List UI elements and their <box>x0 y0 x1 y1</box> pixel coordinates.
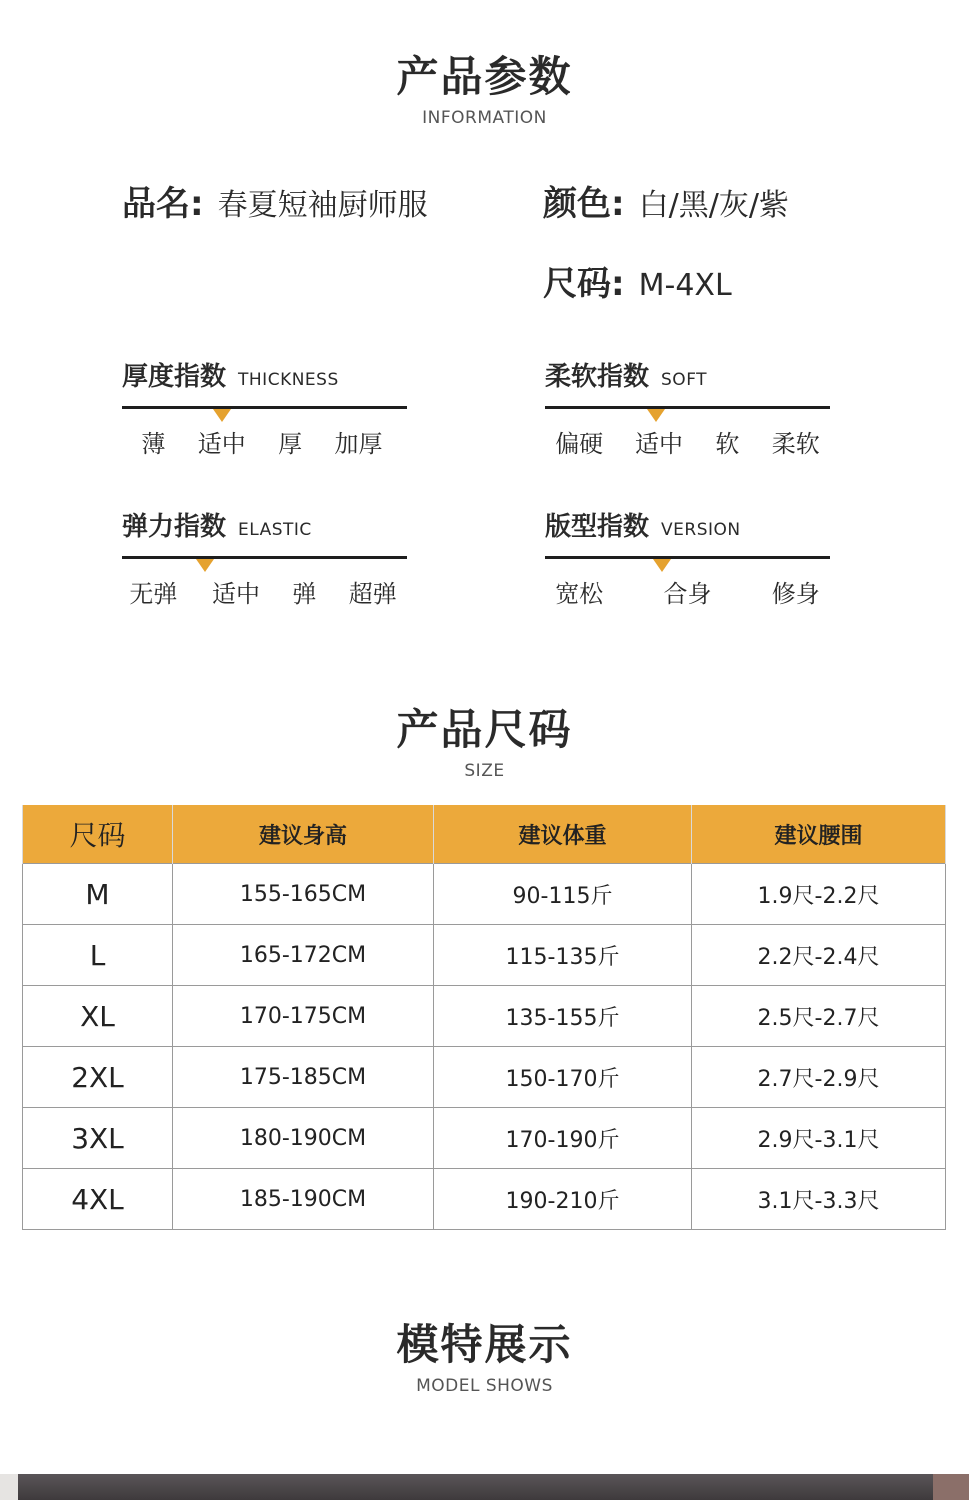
index-label: 修身 <box>771 580 820 608</box>
index-line <box>545 556 830 559</box>
waist-cell: 3.1尺-3.3尺 <box>692 1169 946 1230</box>
product-color-value: 白/黑/灰/紫 <box>638 188 789 223</box>
photo-edge-right <box>933 1474 969 1500</box>
index-label: 合身 <box>663 580 712 608</box>
size-cell: XL <box>23 986 173 1047</box>
column-header: 尺码 <box>23 805 173 864</box>
index-title: 厚度指数 <box>122 362 227 392</box>
size-heading <box>0 705 969 781</box>
version-index <box>545 506 830 608</box>
model-photo-top-edge <box>0 1474 969 1500</box>
product-color-key: 颜色: <box>543 184 625 224</box>
index-marker <box>647 409 665 422</box>
weight-cell: 135-155斤 <box>434 986 692 1047</box>
index-marker <box>653 559 671 572</box>
size-cell: 3XL <box>23 1108 173 1169</box>
index-label: 柔软 <box>771 430 820 458</box>
product-name-value: 春夏短袖厨师服 <box>217 188 428 223</box>
height-cell: 175-185CM <box>173 1047 434 1108</box>
waist-cell: 1.9尺-2.2尺 <box>692 864 946 925</box>
index-line <box>122 556 407 559</box>
weight-cell: 150-170斤 <box>434 1047 692 1108</box>
index-title: 弹力指数 <box>122 512 227 542</box>
product-size-row <box>543 256 732 305</box>
index-label: 适中 <box>635 430 683 458</box>
index-label: 超弹 <box>348 580 397 608</box>
height-cell: 180-190CM <box>173 1108 434 1169</box>
weight-cell: 115-135斤 <box>434 925 692 986</box>
index-title: 版型指数 <box>545 512 650 542</box>
index-en-title: THICKNESS <box>238 370 339 390</box>
product-name-row <box>122 176 428 225</box>
table-row <box>23 864 946 925</box>
index-marker <box>196 559 214 572</box>
table-row <box>23 1047 946 1108</box>
table-header-row <box>23 805 946 864</box>
index-label: 无弹 <box>129 580 178 608</box>
index-en-title: ELASTIC <box>238 520 312 540</box>
weight-cell: 190-210斤 <box>434 1169 692 1230</box>
model-subtitle: MODEL SHOWS <box>416 1376 553 1396</box>
model-title: 模特展示 <box>396 1320 573 1369</box>
product-name-key: 品名: <box>122 184 204 224</box>
height-cell: 185-190CM <box>173 1169 434 1230</box>
size-cell: L <box>23 925 173 986</box>
product-color-row <box>543 176 789 225</box>
size-title: 产品尺码 <box>396 705 573 754</box>
weight-cell: 90-115斤 <box>434 864 692 925</box>
model-heading <box>0 1320 969 1396</box>
index-title: 柔软指数 <box>545 362 650 392</box>
index-label: 厚 <box>278 430 303 458</box>
index-label: 适中 <box>212 580 260 608</box>
product-size-value: M-4XL <box>638 268 732 303</box>
product-size-key: 尺码: <box>543 264 625 304</box>
size-cell: 2XL <box>23 1047 173 1108</box>
size-subtitle: SIZE <box>464 761 505 781</box>
index-label: 弹 <box>292 580 317 608</box>
thickness-index <box>122 356 407 458</box>
index-scale <box>545 390 830 424</box>
waist-cell: 2.9尺-3.1尺 <box>692 1108 946 1169</box>
size-table <box>22 805 946 1230</box>
index-label: 宽松 <box>555 580 604 608</box>
column-header: 建议腰围 <box>692 805 946 864</box>
photo-edge-left <box>0 1474 18 1500</box>
table-row <box>23 925 946 986</box>
waist-cell: 2.7尺-2.9尺 <box>692 1047 946 1108</box>
index-line <box>122 406 407 409</box>
softness-index <box>545 356 830 458</box>
index-marker <box>213 409 231 422</box>
index-label: 软 <box>715 430 740 458</box>
height-cell: 165-172CM <box>173 925 434 986</box>
elastic-index <box>122 506 407 608</box>
table-row <box>23 1169 946 1230</box>
column-header: 建议身高 <box>173 805 434 864</box>
table-row <box>23 1108 946 1169</box>
index-label: 加厚 <box>334 430 383 458</box>
column-header: 建议体重 <box>434 805 692 864</box>
index-en-title: VERSION <box>661 520 741 540</box>
index-label: 适中 <box>197 430 246 458</box>
waist-cell: 2.2尺-2.4尺 <box>692 925 946 986</box>
waist-cell: 2.5尺-2.7尺 <box>692 986 946 1047</box>
index-line <box>545 406 830 409</box>
index-label: 偏硬 <box>555 430 604 458</box>
index-scale <box>545 540 830 574</box>
index-scale <box>122 390 407 424</box>
index-en-title: SOFT <box>661 370 708 390</box>
information-heading <box>0 52 969 128</box>
weight-cell: 170-190斤 <box>434 1108 692 1169</box>
size-cell: 4XL <box>23 1169 173 1230</box>
height-cell: 170-175CM <box>173 986 434 1047</box>
table-row <box>23 986 946 1047</box>
size-cell: M <box>23 864 173 925</box>
height-cell: 155-165CM <box>173 864 434 925</box>
information-subtitle: INFORMATION <box>422 108 547 128</box>
index-label: 薄 <box>141 430 166 458</box>
index-scale <box>122 540 407 574</box>
information-title: 产品参数 <box>396 52 573 101</box>
